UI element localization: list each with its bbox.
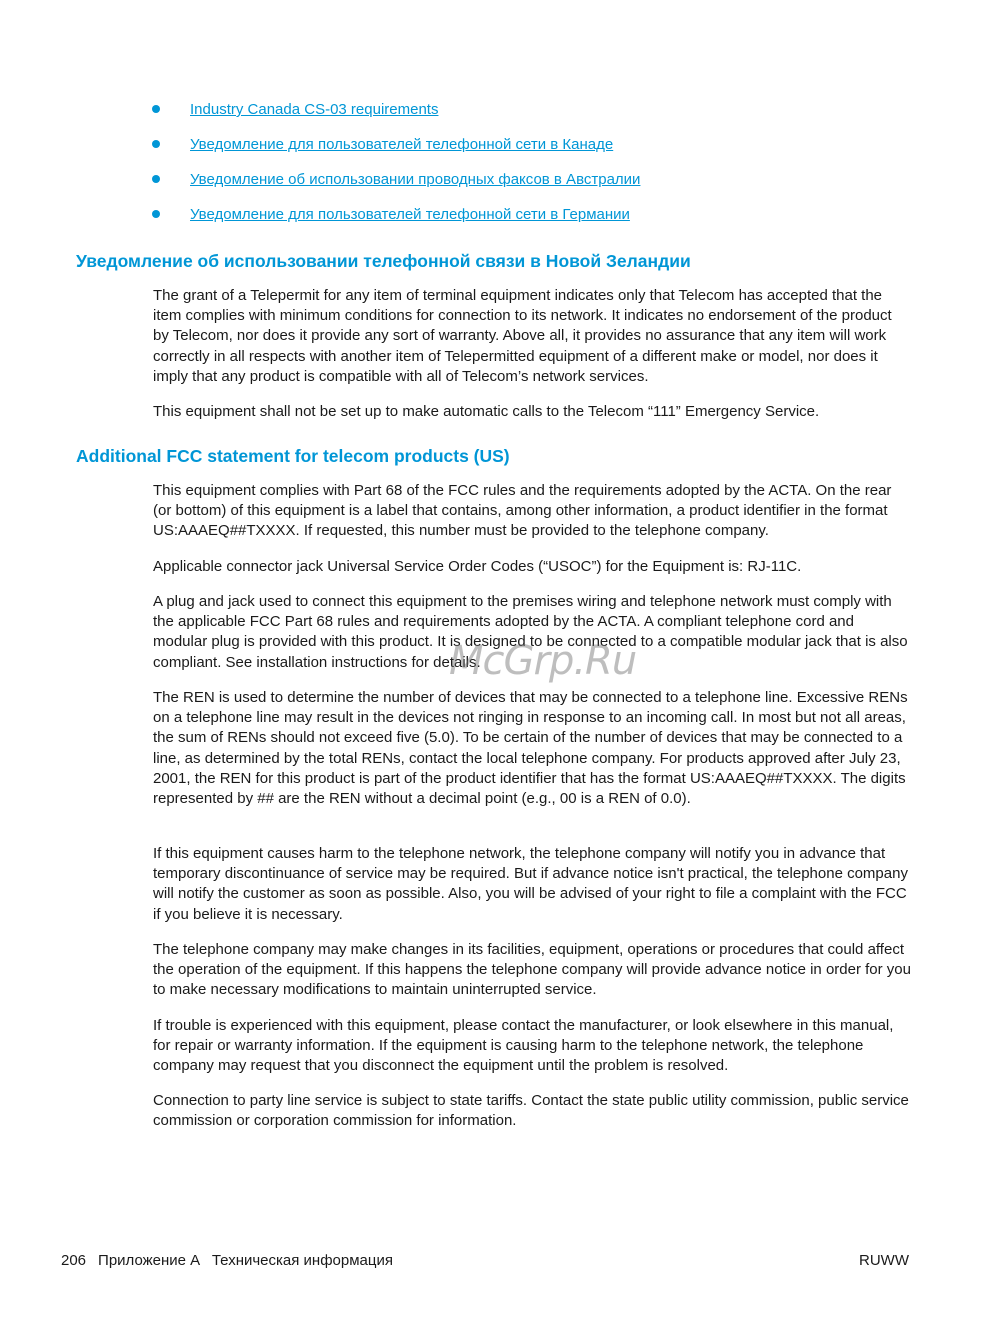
paragraph: A plug and jack used to connect this equipment to the premises wiring and telephone network must comply with the applicable FCC Part 68 rules and requirements adopted by the ACTA. A compliant telephone cord and modular plug is provided with this product. It is designed to be connected to a compatible modular jack that is also compliant. See installation instructions for details. — [153, 593, 908, 671]
bullet-icon — [152, 210, 160, 218]
link-industry-canada[interactable]: Industry Canada CS-03 requirements — [190, 101, 439, 118]
footer-left — [61, 1252, 393, 1269]
bullet-icon — [152, 105, 160, 113]
link-canada-phone-notice[interactable]: Уведомление для пользователей телефонной сети в Канаде — [190, 136, 614, 153]
page-number: 206 — [61, 1252, 87, 1269]
paragraph: This equipment shall not be set up to make automatic calls to the Telecom “111” Emergency Service. — [153, 403, 820, 420]
section-heading-fcc: Additional FCC statement for telecom products (US) — [76, 446, 510, 466]
watermark: McGrp.Ru — [449, 638, 637, 684]
bullet-icon — [152, 175, 160, 183]
paragraph: The grant of a Telepermit for any item of terminal equipment indicates only that Telecom has accepted that the item complies with minimum conditions for connection to its network. It indicates no endorsement of the product by Telecom, nor does it provide any sort of warranty. Above all, it provides no assurance that any item will work correctly in all respects with another item of Telepermitted equipment of a different make or model, nor does it imply that any product is compatible with all of Telecom’s network services. — [153, 287, 892, 385]
paragraph: Applicable connector jack Universal Service Order Codes (“USOC”) for the Equipment is: RJ-11C. — [153, 558, 802, 575]
link-germany-phone-notice[interactable]: Уведомление для пользователей телефонной сети в Германии — [190, 206, 630, 223]
paragraph: The REN is used to determine the number of devices that may be connected to a telephone line. Excessive RENs on a telephone line may result in the devices not ringing in response to an incoming call. In most but not all areas, the sum of RENs should not exceed five (5.0). To be certain of the number of devices that may be connected to a line, as determined by the total RENs, contact the local telephone company. For products approved after July 23, 2001, the REN for this product is part of the product identifier that has the format US:AAAEQ##TXXXX. The digits represented by ## are the REN without a decimal point (e.g., 00 is a REN of 0.0). — [153, 689, 908, 808]
chapter-title: Приложение A Техническая информация — [98, 1252, 393, 1269]
list-item — [152, 205, 640, 240]
paragraph: If trouble is experienced with this equipment, please contact the manufacturer, or look elsewhere in this manual, for repair or warranty information. If the equipment is causing harm to the telephone network, the telephone company may request that you disconnect the equipment until the problem is resolved. — [153, 1017, 894, 1075]
paragraph: This equipment complies with Part 68 of the FCC rules and the requirements adopted by the ACTA. On the rear (or bottom) of this equipment is a label that contains, among other information, a product identifier in the format US:AAAEQ##TXXXX. If requested, this number must be provided to the telephone company. — [153, 482, 892, 540]
link-australia-fax-notice[interactable]: Уведомление об использовании проводных факсов в Австралии — [190, 171, 641, 188]
list-item — [152, 135, 640, 170]
list-item — [152, 170, 640, 205]
list-item — [152, 100, 640, 135]
paragraph: The telephone company may make changes in its facilities, equipment, operations or procedures that could affect the operation of the equipment. If this happens the telephone company will provide advance notice in order for you to make necessary modifications to maintain uninterrupted service. — [153, 941, 911, 999]
bullet-icon — [152, 140, 160, 148]
paragraph: Connection to party line service is subject to state tariffs. Contact the state public utility commission, public service commission or corporation commission for information. — [153, 1092, 909, 1130]
related-links-list — [152, 100, 640, 240]
paragraph: If this equipment causes harm to the telephone network, the telephone company will notify you in advance that temporary discontinuance of service may be required. But if advance notice isn't practical, the telephone company will notify the customer as soon as possible. Also, you will be advised of your right to file a complaint with the FCC if you believe it is necessary. — [153, 845, 908, 923]
section-heading-new-zealand: Уведомление об использовании телефонной связи в Новой Зеландии — [76, 251, 691, 271]
footer-code: RUWW — [859, 1252, 909, 1269]
